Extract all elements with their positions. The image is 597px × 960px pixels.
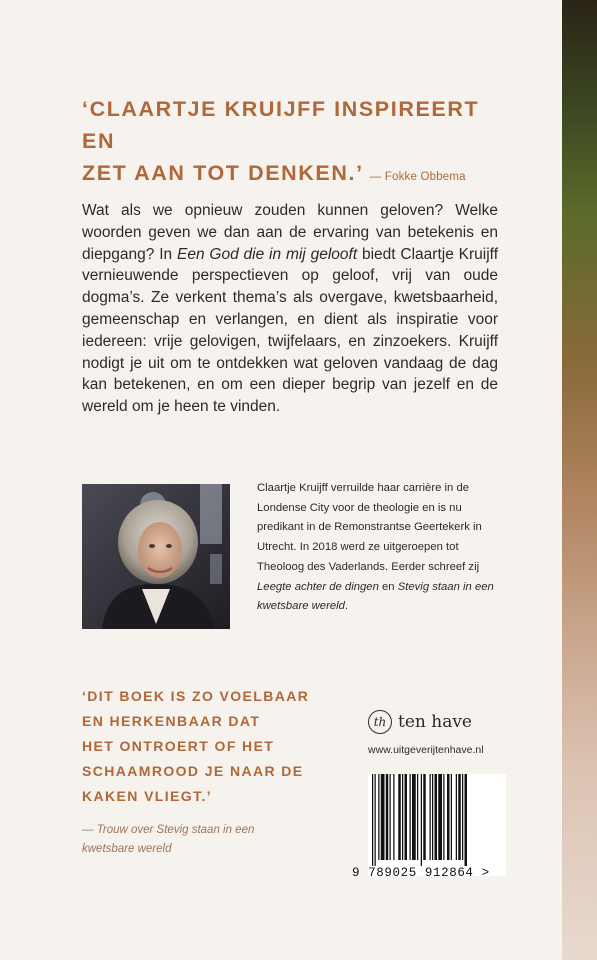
isbn-number: 9 789025 912864 > [352,866,490,880]
barcode-bar [386,774,389,860]
bio-part-3: . [344,600,349,613]
book-blurb [82,200,498,418]
bottom-quote-line-2: EN HERKENBAAR DAT [82,713,261,729]
author-bio [257,479,502,617]
barcode-bar [405,774,408,860]
barcode-bar [447,774,450,860]
barcode-bar [432,774,433,860]
bottom-quote-line-4: SCHAAMROOD JE NAAR DE [82,763,304,779]
barcode-bar [465,774,468,866]
publisher-website: www.uitgeverijtenhave.nl [368,744,484,756]
bottom-quote-line-1: ‘DIT BOEK IS ZO VOELBAAR [82,688,310,704]
publisher-logo [368,708,472,736]
author-portrait-image [82,484,230,629]
bio-book-2: Stevig staan in een kwetsbare wereld [257,580,494,613]
blurb-part-1: Wat als we opnieuw zouden kunnen geloven? Welke woorden geven we dan aan de ervaring van betekenis en diepgang? In [82,202,498,263]
barcode-bar [417,774,418,860]
barcode-bar [451,774,452,860]
publisher-logo-mark: th [368,710,392,734]
barcode-bar [402,774,403,860]
top-quote-attribution: — Fokke Obbema [369,171,466,183]
barcode-bar [430,774,431,860]
bottom-quote-line-3: HET ONTROERT OF HET [82,738,275,754]
top-quote-line-2 [82,157,502,193]
barcode-bar [423,774,426,860]
barcode-bar [375,774,376,866]
blurb-part-2: biedt Claartje Kruijff vernieuwende perspectieven op geloof, vrij van oude dogma’s. Ze verkent thema’s als overgave, kwetsbaarheid, gemeenschap en verlangen, en dient als inspiratie voor iedereen: vrije gelovigen, twijfelaars, en zinzoekers. Kruijff nodigt je uit om te ontdekken wat geloven vandaag de dag kan betekenen, en om een dieper begrip van jezelf en de wereld om je heen te vinden. [82,245,499,416]
barcode-bar [458,774,461,860]
barcode-bar [372,774,373,866]
bio-part-2: en [378,580,398,593]
cover-spine-edge [562,0,597,960]
barcode-bar [456,774,457,860]
barcode-bar [393,774,394,860]
barcode-bar [390,774,391,860]
barcode-bar [435,774,438,860]
barcode-bar [378,774,379,860]
bottom-quote-attribution: — Trouw over Stevig staan in een kwetsbare wereld [82,824,255,855]
barcode-bars [368,774,506,866]
barcode-bar [381,774,385,860]
publisher-name: ten have [398,712,472,732]
top-quote [82,93,502,193]
barcode-icon [368,774,506,876]
barcode-bar [412,774,416,860]
bottom-quote-line-5: KAKEN VLIEGT.’ [82,788,213,804]
barcode-bar [438,774,442,860]
barcode-bar [462,774,463,860]
barcode-bar [398,774,401,860]
blurb-book-title: Een God die in mij gelooft [177,245,358,263]
author-photo [82,484,230,629]
top-quote-line-1: ‘CLAARTJE KRUIJFF INSPIREERT EN [82,97,480,153]
barcode-bar [421,774,422,866]
bottom-quote [82,684,322,809]
bio-book-1: Leegte achter de dingen [257,580,379,593]
top-quote-line-2-text: ZET AAN TOT DENKEN.’ [82,161,364,185]
bio-part-1: Claartje Kruijff verruilde haar carrière in de Londense City voor de theologie en is nu predikant in de Remonstrantse Geertekerk in Utrecht. In 2018 werd ze uitgeroepen tot Theoloog des Vaderlands. Eerder schreef zij [257,482,482,573]
barcode-bar [410,774,411,860]
barcode-bar [443,774,444,860]
